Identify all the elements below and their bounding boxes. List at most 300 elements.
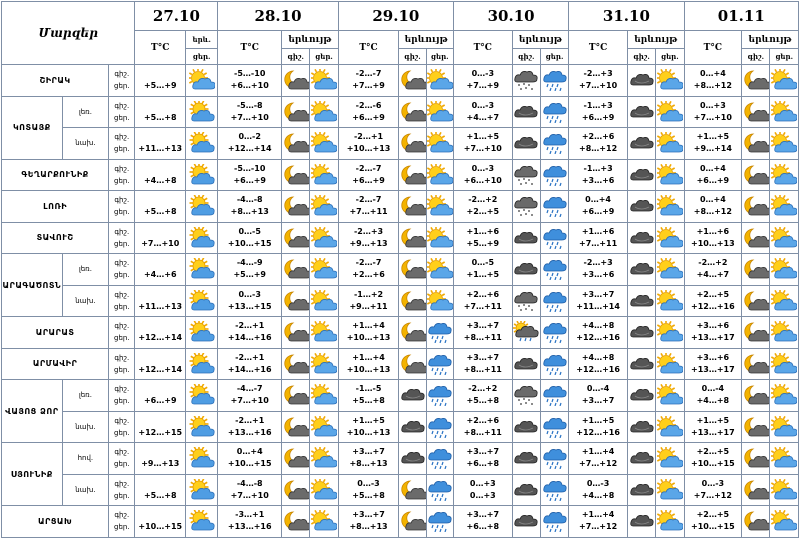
temperature-cell — [218, 474, 282, 506]
night-temperature: -2…+1 — [235, 321, 265, 331]
day-temperature: +8…+12 — [579, 144, 618, 154]
weather-header: երևույթ — [282, 31, 339, 49]
temperature-cell — [338, 380, 399, 412]
night-weather-cell — [399, 285, 426, 317]
night-weather-cell — [742, 443, 770, 475]
night-temperature: +2…+5 — [696, 289, 730, 299]
night-temperature: +2…+6 — [466, 415, 500, 425]
time-labels — [109, 65, 135, 97]
night-weather-cell — [512, 317, 540, 349]
sun-icon — [770, 384, 798, 406]
day-temperature: +5…+8 — [352, 490, 385, 500]
day-temperature: +8…+13 — [230, 207, 269, 217]
day-weather-cell — [656, 443, 684, 475]
rain-icon — [427, 384, 453, 406]
night-temperature: +1…+5 — [352, 415, 385, 425]
night-temperature: 0…-3 — [586, 478, 610, 488]
day-temperature: +6…+10 — [463, 175, 502, 185]
sun-icon — [770, 447, 798, 469]
sun-icon — [310, 164, 337, 186]
sun-icon — [656, 69, 683, 91]
sun-icon — [310, 353, 337, 375]
night-temperature: -5…-10 — [234, 163, 266, 173]
temperature-cell — [684, 96, 742, 128]
sun-icon — [310, 69, 337, 91]
day-temperature: +10…+15 — [227, 459, 272, 469]
rain-icon — [541, 258, 568, 280]
cloud-icon — [399, 384, 425, 406]
day-weather-cell — [540, 96, 568, 128]
sun-icon — [656, 416, 683, 438]
cloud-icon — [513, 510, 540, 532]
day-weather-cell — [770, 159, 799, 191]
rain-icon — [427, 510, 453, 532]
time-labels — [109, 380, 135, 412]
rain-icon — [541, 416, 568, 438]
rain-icon — [427, 416, 453, 438]
time-labels — [109, 474, 135, 506]
sun-icon — [427, 164, 453, 186]
temperature-cell — [135, 411, 186, 443]
day-weather-cell — [540, 380, 568, 412]
night-weather-cell — [282, 191, 310, 223]
moon-icon — [399, 321, 425, 343]
night-temperature — [135, 478, 185, 490]
night-weather-cell — [512, 285, 540, 317]
day-weather-cell — [426, 96, 453, 128]
day-temperature: 0…+3 — [469, 490, 496, 500]
region-row — [2, 159, 799, 191]
region-row — [2, 128, 799, 160]
region-name: ԿՈՏԱՅՔ — [2, 96, 63, 159]
night-temperature — [135, 446, 185, 458]
sun-icon — [656, 353, 683, 375]
night-weather-cell — [627, 65, 655, 97]
day-temperature: +11…+13 — [138, 301, 183, 311]
night-temperature: -4…-8 — [236, 195, 263, 205]
region-subarea: լեռ. — [62, 96, 109, 128]
sun-icon — [427, 227, 453, 249]
moon-icon — [282, 132, 309, 154]
moon-icon — [742, 447, 769, 469]
day-weather-cell — [426, 348, 453, 380]
night-weather-cell — [512, 443, 540, 475]
day-temperature: +10…+13 — [346, 333, 391, 343]
day-temperature: +7…+12 — [693, 490, 732, 500]
day-weather-cell — [540, 159, 568, 191]
night-header: գիշ. — [399, 49, 426, 65]
sun-icon — [310, 132, 337, 154]
night-weather-cell — [282, 506, 310, 538]
sun-cloud-icon — [186, 510, 217, 532]
night-weather-cell — [512, 96, 540, 128]
day-temperature: +4…+7 — [466, 112, 500, 122]
day-weather-cell — [656, 222, 684, 254]
sun-icon — [770, 321, 798, 343]
temperature-cell — [453, 474, 512, 506]
temperature-cell — [453, 443, 512, 475]
temperature-cell — [338, 128, 399, 160]
temperature-cell — [135, 222, 186, 254]
temperature-cell — [338, 317, 399, 349]
cloud-icon — [628, 132, 655, 154]
day-temperature: +7…+10 — [141, 238, 180, 248]
night-weather-cell — [742, 96, 770, 128]
day-temperature: +6…+9 — [143, 396, 177, 406]
night-temperature: 0…+4 — [236, 447, 263, 457]
sun-icon — [770, 416, 798, 438]
day-temperature: +13…+16 — [227, 427, 272, 437]
region-row — [2, 285, 799, 317]
cloud-icon — [513, 227, 540, 249]
temperature-cell — [453, 348, 512, 380]
moon-icon — [742, 227, 769, 249]
temperature-cell — [338, 159, 399, 191]
night-temperature: +3…+6 — [696, 321, 730, 331]
temperature-cell — [218, 254, 282, 286]
temperature-cell — [218, 317, 282, 349]
weather-cell — [186, 222, 218, 254]
sun-icon — [770, 101, 798, 123]
temperature-cell — [569, 128, 628, 160]
temperature-cell — [135, 65, 186, 97]
night-label: գիշ. — [114, 227, 130, 236]
day-temperature: +12…+14 — [138, 333, 183, 343]
temperature-cell — [684, 411, 742, 443]
day-weather-cell — [310, 380, 338, 412]
temperature-cell — [684, 348, 742, 380]
night-temperature: 0…-3 — [471, 163, 495, 173]
sun-icon — [770, 353, 798, 375]
temperature-cell — [453, 254, 512, 286]
temperature-cell — [135, 96, 186, 128]
day-temperature: +7…+12 — [579, 522, 618, 532]
rain-icon — [427, 447, 453, 469]
temperature-cell — [684, 443, 742, 475]
day-weather-cell — [770, 443, 799, 475]
temp-header: T°C — [218, 31, 282, 65]
day-temperature: +7…+9 — [466, 81, 500, 91]
night-weather-cell — [742, 474, 770, 506]
day-weather-cell — [310, 411, 338, 443]
region-row — [2, 65, 799, 97]
cloud-icon — [513, 101, 540, 123]
day-temperature: +12…+15 — [138, 427, 183, 437]
day-temperature: +12…+16 — [691, 301, 735, 311]
night-temperature: +1…+6 — [696, 226, 730, 236]
time-labels — [109, 285, 135, 317]
region-subarea: նախ. — [62, 128, 109, 160]
day-weather-cell — [540, 254, 568, 286]
day-weather-cell — [310, 317, 338, 349]
time-labels — [109, 443, 135, 475]
date-header: 27.10 — [135, 2, 218, 31]
date-header: 30.10 — [453, 2, 568, 31]
night-weather-cell — [512, 380, 540, 412]
day-weather-cell — [426, 159, 453, 191]
night-temperature — [135, 257, 185, 269]
sun-icon — [770, 510, 798, 532]
day-weather-cell — [656, 411, 684, 443]
day-weather-cell — [540, 285, 568, 317]
day-temperature: +2…+6 — [352, 270, 385, 280]
temperature-cell — [338, 191, 399, 223]
temp-header: T°C — [684, 31, 742, 65]
temperature-cell — [218, 380, 282, 412]
weather-header: երև. — [186, 31, 218, 49]
snow-cloud-icon — [513, 290, 540, 312]
night-temperature: -1…+3 — [583, 100, 613, 110]
moon-icon — [282, 164, 309, 186]
day-temperature: +8…+11 — [463, 364, 502, 374]
day-weather-cell — [770, 380, 799, 412]
night-weather-cell — [742, 411, 770, 443]
cloud-icon — [628, 353, 655, 375]
day-weather-cell — [656, 254, 684, 286]
temperature-cell — [135, 506, 186, 538]
night-weather-cell — [282, 159, 310, 191]
rain-icon — [541, 69, 568, 91]
day-label: ցեր. — [114, 428, 130, 437]
night-temperature: +1…+5 — [466, 132, 500, 142]
day-weather-cell — [656, 159, 684, 191]
day-temperature: +9…+14 — [693, 144, 732, 154]
temperature-cell — [453, 411, 512, 443]
day-temperature: +11…+14 — [576, 301, 620, 311]
night-weather-cell — [742, 128, 770, 160]
night-temperature: -1…+3 — [583, 163, 613, 173]
time-labels — [109, 191, 135, 223]
night-temperature: -2…+2 — [698, 258, 728, 268]
sun-icon — [310, 227, 337, 249]
day-temperature: +7…+10 — [463, 144, 502, 154]
temperature-cell — [453, 380, 512, 412]
cloud-icon — [513, 447, 540, 469]
sun-cloud-icon — [186, 384, 217, 406]
day-temperature: +10…+15 — [227, 238, 272, 248]
region-row — [2, 191, 799, 223]
sun-icon — [427, 132, 453, 154]
region-name: ԱՐԱԳԱԾՈՏՆ — [2, 254, 63, 317]
night-temperature: 0…-3 — [357, 478, 380, 488]
date-header: 01.11 — [684, 2, 798, 31]
moon-icon — [742, 321, 769, 343]
night-label: գիշ. — [114, 511, 130, 520]
region-subarea: լեռ. — [62, 380, 109, 412]
temperature-cell — [569, 380, 628, 412]
night-weather-cell — [282, 443, 310, 475]
day-weather-cell — [310, 222, 338, 254]
sun-icon — [656, 321, 683, 343]
day-label: ցեր. — [114, 239, 130, 248]
forecast-table — [1, 1, 799, 538]
rain-icon — [427, 479, 453, 501]
sun-icon — [656, 227, 683, 249]
region-name: ՍՅՈՒՆԻՔ — [2, 443, 63, 506]
moon-icon — [742, 101, 769, 123]
night-weather-cell — [627, 474, 655, 506]
night-weather-cell — [627, 411, 655, 443]
day-temperature: +10…+13 — [691, 238, 735, 248]
day-weather-cell — [770, 317, 799, 349]
temperature-cell — [218, 96, 282, 128]
moon-icon — [742, 416, 769, 438]
day-temperature: +8…+13 — [349, 459, 388, 469]
forecast-body — [2, 65, 799, 538]
rain-icon — [541, 290, 568, 312]
day-weather-cell — [656, 380, 684, 412]
region-subarea: նախ. — [62, 474, 109, 506]
day-weather-cell — [426, 65, 453, 97]
weather-cell — [186, 317, 218, 349]
day-temperature: +7…+10 — [230, 490, 269, 500]
sun-cloud-icon — [186, 101, 217, 123]
moon-icon — [742, 290, 769, 312]
night-temperature: -5…-10 — [234, 69, 266, 79]
moon-icon — [282, 510, 309, 532]
day-temperature: +2…+5 — [466, 207, 500, 217]
sun-icon — [310, 101, 337, 123]
region-row — [2, 380, 799, 412]
night-weather-cell — [399, 348, 426, 380]
temperature-cell — [569, 222, 628, 254]
day-temperature: +13…+17 — [691, 427, 735, 437]
night-temperature: -2…-7 — [355, 69, 382, 79]
day-weather-cell — [310, 191, 338, 223]
day-temperature: +10…+13 — [346, 427, 391, 437]
temperature-cell — [453, 96, 512, 128]
day-temperature: +7…+11 — [463, 301, 502, 311]
day-weather-cell — [540, 443, 568, 475]
night-temperature: 0…-2 — [238, 132, 261, 142]
night-temperature: 0…+4 — [585, 195, 611, 205]
time-labels — [109, 411, 135, 443]
cloud-icon — [513, 416, 540, 438]
weather-cell — [186, 348, 218, 380]
day-temperature: +6…+8 — [466, 459, 500, 469]
sun-icon — [656, 132, 683, 154]
night-temperature: -1…+2 — [353, 289, 384, 299]
time-labels — [109, 348, 135, 380]
cloud-icon — [513, 479, 540, 501]
night-temperature — [135, 352, 185, 364]
cloud-icon — [628, 258, 655, 280]
moon-icon — [742, 132, 769, 154]
snow-cloud-icon — [513, 384, 540, 406]
temperature-cell — [684, 317, 742, 349]
cloud-icon — [399, 416, 425, 438]
night-weather-cell — [742, 159, 770, 191]
temperature-cell — [569, 317, 628, 349]
region-header: Մարզեր — [2, 2, 135, 65]
temperature-cell — [338, 348, 399, 380]
rain-icon — [541, 479, 568, 501]
moon-icon — [399, 132, 425, 154]
moon-icon — [282, 321, 309, 343]
night-weather-cell — [627, 222, 655, 254]
night-temperature: -2…+1 — [235, 352, 265, 362]
day-weather-cell — [656, 506, 684, 538]
temperature-cell — [453, 128, 512, 160]
region-row — [2, 474, 799, 506]
night-weather-cell — [512, 348, 540, 380]
night-temperature — [135, 289, 185, 301]
temperature-cell — [135, 285, 186, 317]
time-labels — [109, 222, 135, 254]
weather-cell — [186, 65, 218, 97]
night-temperature: +1…+4 — [581, 510, 615, 520]
day-temperature: +7…+10 — [579, 81, 618, 91]
day-weather-cell — [310, 254, 338, 286]
day-temperature: +4…+7 — [696, 270, 730, 280]
night-label: գիշ. — [114, 416, 130, 425]
night-temperature — [135, 194, 185, 206]
day-weather-cell — [426, 285, 453, 317]
temperature-cell — [135, 191, 186, 223]
night-weather-cell — [399, 128, 426, 160]
sun-cloud-icon — [186, 227, 217, 249]
day-temperature: +10…+15 — [138, 522, 183, 532]
day-temperature: +5…+8 — [143, 207, 177, 217]
day-weather-cell — [310, 285, 338, 317]
cloud-icon — [628, 101, 655, 123]
night-temperature: +4…+8 — [581, 352, 615, 362]
day-temperature: +6…+9 — [696, 175, 730, 185]
night-label: գիշ. — [114, 479, 130, 488]
temperature-cell — [684, 506, 742, 538]
moon-icon — [282, 353, 309, 375]
day-weather-cell — [656, 191, 684, 223]
region-name: ԳԵՂԱՐՔՈՒՆԻՔ — [2, 159, 109, 191]
rain-icon — [541, 227, 568, 249]
temperature-cell — [569, 65, 628, 97]
day-temperature: +12…+14 — [227, 144, 272, 154]
day-weather-cell — [540, 506, 568, 538]
region-row — [2, 222, 799, 254]
day-weather-cell — [540, 191, 568, 223]
night-temperature: -1…-5 — [355, 384, 382, 394]
night-weather-cell — [512, 222, 540, 254]
night-weather-cell — [399, 254, 426, 286]
day-weather-cell — [770, 411, 799, 443]
sun-icon — [310, 510, 337, 532]
rain-icon — [541, 101, 568, 123]
day-temperature: +6…+9 — [352, 175, 385, 185]
temperature-cell — [569, 96, 628, 128]
weather-cell — [186, 380, 218, 412]
moon-icon — [742, 69, 769, 91]
night-weather-cell — [282, 411, 310, 443]
weather-header: երևույթ — [512, 31, 569, 49]
night-temperature: 0…+4 — [699, 69, 726, 79]
rain-icon — [541, 195, 568, 217]
night-temperature: -3…+1 — [235, 510, 265, 520]
sun-icon — [770, 258, 798, 280]
region-name: ԱՐՑԱԽ — [2, 506, 109, 538]
day-temperature: +3…+6 — [581, 175, 615, 185]
sun-cloud-icon — [186, 479, 217, 501]
day-weather-cell — [540, 411, 568, 443]
temperature-cell — [135, 317, 186, 349]
day-temperature: +7…+12 — [579, 459, 618, 469]
night-temperature: 0…+4 — [699, 163, 726, 173]
sun-cloud-icon — [186, 416, 217, 438]
sun-icon — [656, 258, 683, 280]
rain-icon — [427, 353, 453, 375]
day-temperature: +10…+13 — [346, 144, 391, 154]
night-weather-cell — [399, 380, 426, 412]
night-weather-cell — [742, 222, 770, 254]
